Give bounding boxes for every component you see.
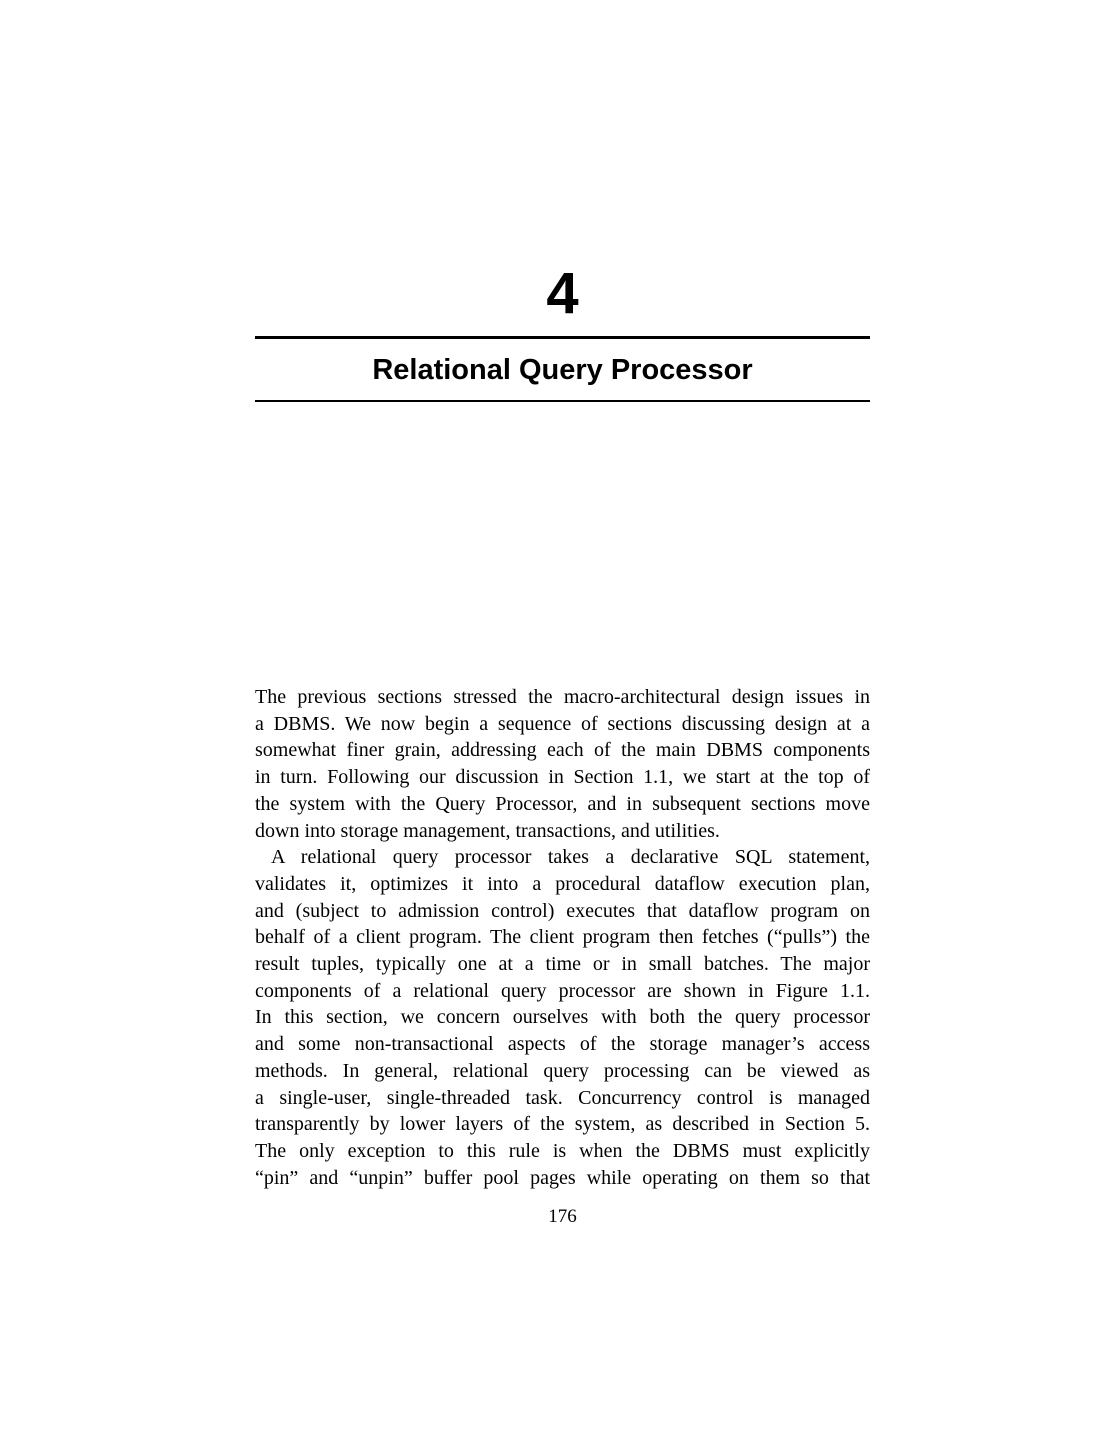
chapter-number: 4 (546, 261, 579, 326)
text-line: and (subject to admission control) executes that dataflow program on (255, 899, 870, 922)
text-line: transparently by lower layers of the system, as described in Section 5. (255, 1113, 870, 1136)
text-line: and some non-transactional aspects of the storage manager’s access (255, 1033, 870, 1056)
text-line: A relational query processor takes a declarative SQL statement, (271, 846, 870, 869)
text-line: components of a relational query processor are shown in Figure 1.1. (255, 979, 870, 1002)
text-line: The only exception to this rule is when the DBMS must explicitly (255, 1139, 870, 1162)
text-line: “pin” and “unpin” buffer pool pages while operating on them so that (255, 1166, 870, 1189)
page-number: 176 (548, 1206, 577, 1227)
text-line: down into storage management, transactions, and utilities. (255, 819, 720, 842)
text-line: In this section, we concern ourselves with both the query processor (255, 1006, 870, 1029)
text-line: the system with the Query Processor, and in subsequent sections move (255, 792, 870, 815)
chapter-rule-bottom (255, 400, 870, 402)
paragraph-1 (255, 684, 870, 844)
text-line: behalf of a client program. The client program then fetches (“pulls”) the (255, 926, 870, 949)
text-line: validates it, optimizes it into a procedural dataflow execution plan, (255, 872, 870, 895)
text-line: methods. In general, relational query processing can be viewed as (255, 1059, 870, 1082)
text-line: in turn. Following our discussion in Section 1.1, we start at the top of (255, 766, 870, 789)
text-line: a DBMS. We now begin a sequence of sections discussing design at a (255, 712, 870, 735)
text-line: somewhat finer grain, addressing each of the main DBMS components (255, 739, 870, 762)
text-line: a single-user, single-threaded task. Concurrency control is managed (255, 1086, 870, 1109)
text-line: result tuples, typically one at a time or in small batches. The major (255, 953, 870, 976)
chapter-title: Relational Query Processor (372, 354, 753, 386)
body-text (255, 684, 870, 1191)
paragraph-2 (255, 844, 870, 1191)
text-line: The previous sections stressed the macro-architectural design issues in (255, 686, 870, 708)
chapter-rule-top (255, 336, 870, 339)
